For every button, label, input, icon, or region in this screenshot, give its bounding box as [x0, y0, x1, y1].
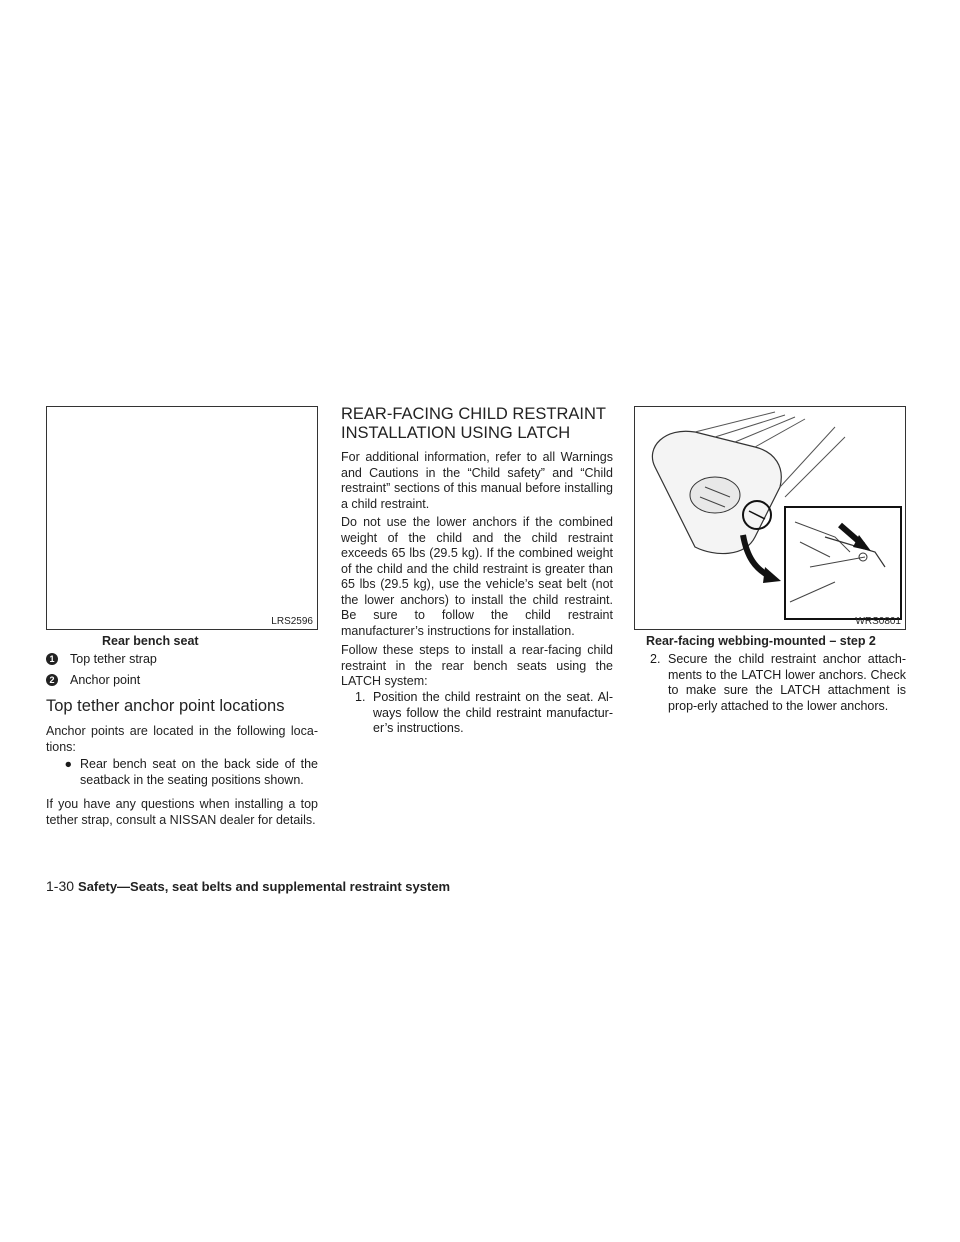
bullet-text: Rear bench seat on the back side of the seatback in the seating positions shown.: [80, 757, 318, 787]
child-seat-illustration: [635, 407, 905, 629]
anchor-points-intro: Anchor points are located in the following loca-tions:: [46, 724, 318, 754]
paragraph-weight-warning: Do not use the lower anchors if the combined weight of the child and the child restraint exceeds 65 lbs (29.5 kg). If the combined weight of the child and the child restraint is greater than 65 lbs (29.5 kg), use the vehicle’s seat belt (not the lower anchors) to install the child restraint. Be sure to follow the child restraint manufacturer’s instructions for installation.: [341, 515, 613, 638]
step-text: Secure the child restraint anchor attach-ments to the LATCH lower anchors. Check to make sure the LATCH attachment is prop-erly attached to the lower anchors.: [668, 652, 906, 713]
paragraph-follow-steps: Follow these steps to install a rear-facing child restraint in the rear bench seats using the LATCH system:: [341, 643, 613, 688]
number-2-icon: 2: [46, 674, 58, 686]
figure-caption: Rear bench seat: [102, 634, 199, 648]
legend-item-anchor-point: [46, 673, 140, 687]
main-heading-line2: INSTALLATION USING LATCH: [341, 424, 571, 442]
step-2: [650, 652, 906, 714]
page-number: 1-30: [46, 878, 75, 894]
main-heading: [341, 405, 621, 443]
footer-section-title: Safety—Seats, seat belts and supplemental restraint system: [78, 879, 451, 894]
rear-bench-seat-figure: [46, 406, 318, 630]
rear-facing-webbing-figure: [634, 406, 906, 630]
legend-item-top-tether-strap: [46, 652, 157, 666]
main-heading-line1: REAR-FACING CHILD RESTRAINT: [341, 405, 606, 423]
figure-code: WRS0801: [855, 616, 901, 627]
step-number: 1.: [355, 690, 366, 704]
figure-code: LRS2596: [271, 616, 313, 627]
section-heading: Top tether anchor point locations: [46, 697, 285, 715]
legend-label: Anchor point: [70, 673, 141, 687]
step-1: [355, 690, 613, 737]
page-footer: [46, 878, 450, 894]
legend-label: Top tether strap: [70, 652, 157, 666]
step-number: 2.: [650, 652, 661, 666]
step-text: Position the child restraint on the seat. Al-ways follow the child restraint manufactur-er’s instructions.: [373, 690, 613, 735]
paragraph-additional-info: For additional information, refer to all Warnings and Cautions in the “Child safety” and “Child restraint” sections of this manual before installing a child restraint.: [341, 450, 613, 511]
closing-paragraph: If you have any questions when installing a top tether strap, consult a NISSAN dealer for details.: [46, 797, 318, 827]
bullet-item: [46, 757, 318, 788]
bullet-icon: ●: [64, 757, 72, 771]
figure-caption: Rear-facing webbing-mounted – step 2: [646, 634, 876, 648]
number-1-icon: 1: [46, 653, 58, 665]
